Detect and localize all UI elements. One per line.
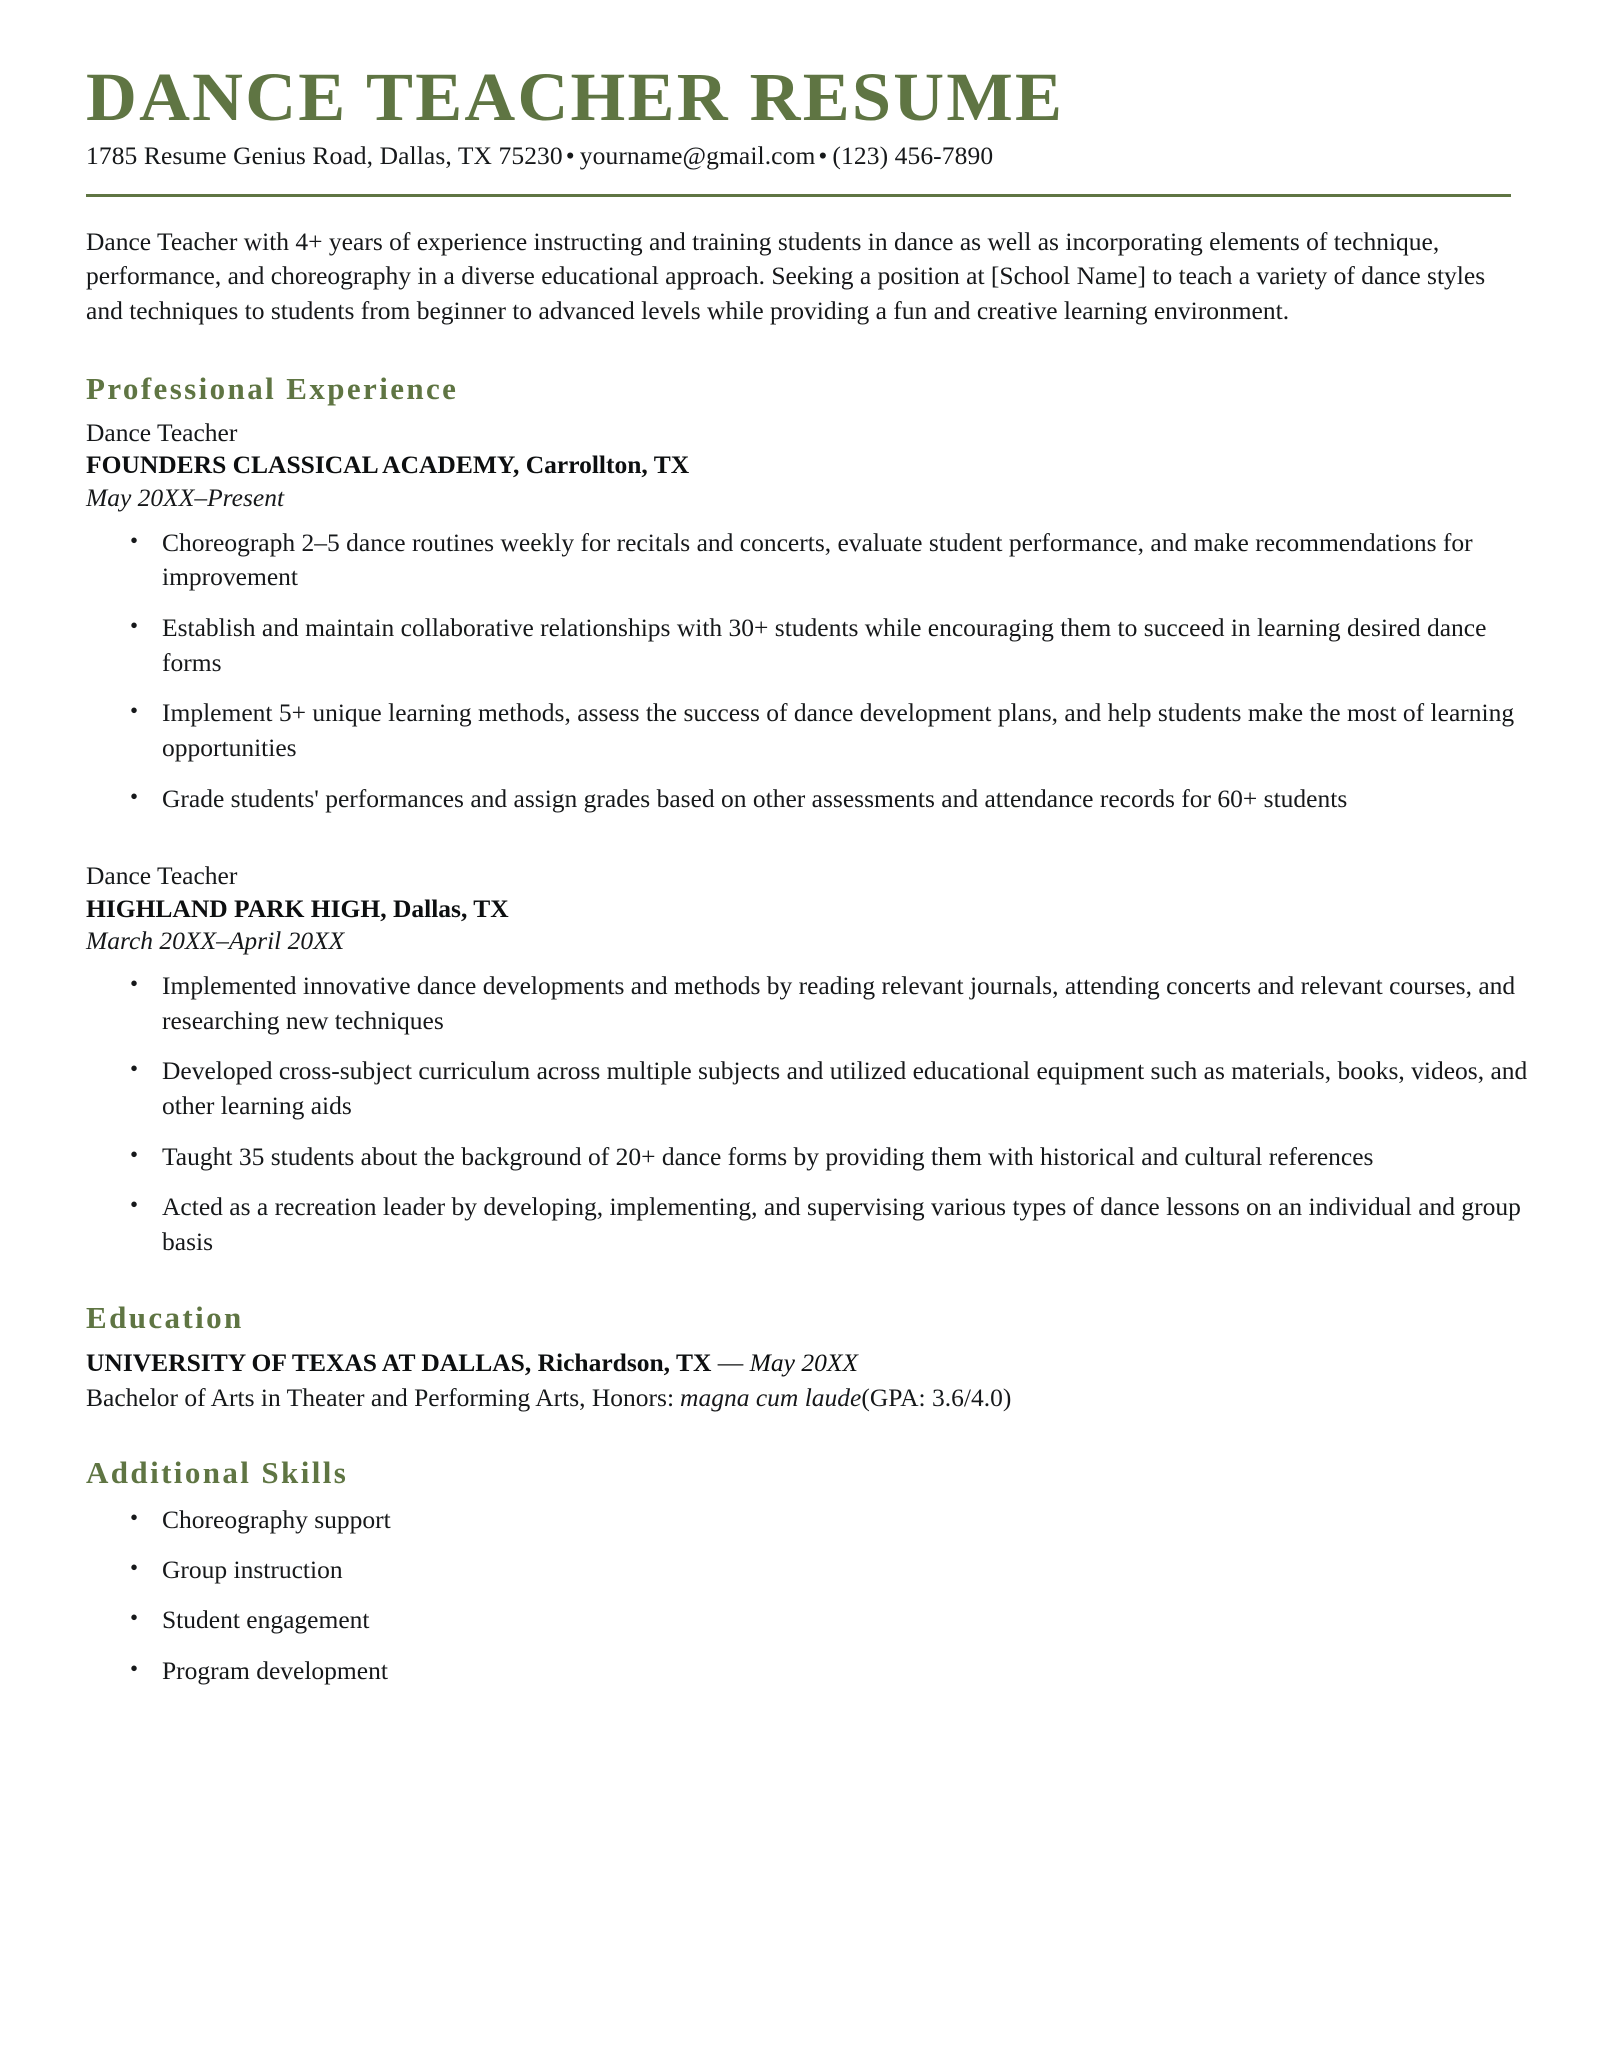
education-degree-line [86, 1381, 1528, 1415]
job-employer: HIGHLAND PARK HIGH, Dallas, TX [86, 893, 509, 923]
header-divider [86, 194, 1511, 197]
job-title: Dance Teacher [86, 417, 238, 447]
job-bullet: • Implement 5+ unique learning methods, assess the success of dance development plans, and help students make the most of learning opportunities [86, 696, 1528, 765]
education-dash: — [717, 1347, 744, 1377]
job-bullet: • Taught 35 students about the background of 20+ dance forms by providing them with historical and cultural references [86, 1140, 1528, 1175]
job-bullet: • Developed cross-subject curriculum across multiple subjects and utilized educational equipment such as materials, books, videos, and other learning aids [86, 1054, 1528, 1123]
education-date: May 20XX [749, 1347, 858, 1377]
skill-item: • Program development [86, 1654, 1528, 1687]
skill-item: • Choreography support [86, 1503, 1528, 1536]
education-degree: Bachelor of Arts in Theater and Performing Arts, Honors: [86, 1383, 675, 1413]
education-school-line [86, 1346, 1528, 1380]
contact-address: 1785 Resume Genius Road, Dallas, TX 75230 [86, 140, 563, 170]
contact-email[interactable]: yourname@gmail.com [579, 140, 816, 170]
contact-separator-2: • [818, 140, 828, 170]
skill-item: • Student engagement [86, 1603, 1528, 1636]
job-bullet-list [86, 526, 1528, 817]
job-bullet: • Grade students' performances and assign grades based on other assessments and attendance records for 60+ students [86, 782, 1528, 817]
section-heading-education: Education [86, 1299, 244, 1335]
page-title: DANCE TEACHER RESUME [86, 59, 1065, 135]
section-heading-experience: Professional Experience [86, 370, 459, 406]
contact-phone[interactable]: (123) 456-7890 [832, 140, 994, 170]
education-entry [86, 1346, 1528, 1415]
experience-entry [86, 860, 1528, 1260]
job-bullet: • Choreograph 2–5 dance routines weekly for recitals and concerts, evaluate student performance, and make recommendations for improvement [86, 526, 1528, 595]
skill-item: • Group instruction [86, 1553, 1528, 1586]
job-bullet-list [86, 969, 1528, 1260]
summary-paragraph: Dance Teacher with 4+ years of experience instructing and training students in dance as well as incorporating elements of technique, performance, and choreography in a diverse educational approach. Seeking a position at [School Name] to teach a variety of dance styles and techniques to students from beginner to advanced levels while providing a fun and creative learning environment. [86, 226, 1486, 325]
education-honors: magna cum laude [680, 1383, 862, 1413]
experience-entry [86, 417, 1528, 817]
contact-separator-1: • [565, 140, 575, 170]
contact-line [86, 140, 1528, 172]
education-gpa: (GPA: 3.6/4.0) [861, 1383, 1012, 1413]
education-school: UNIVERSITY OF TEXAS AT DALLAS, Richardson, TX [86, 1347, 712, 1377]
job-dates: March 20XX–April 20XX [86, 926, 345, 956]
section-heading-skills: Additional Skills [86, 1455, 349, 1491]
job-dates: May 20XX–Present [86, 482, 285, 512]
skills-list [86, 1503, 1528, 1687]
job-title: Dance Teacher [86, 861, 238, 891]
job-employer: FOUNDERS CLASSICAL ACADEMY, Carrollton, TX [86, 450, 690, 480]
job-bullet: • Implemented innovative dance developments and methods by reading relevant journals, attending concerts and relevant courses, and researching new techniques [86, 969, 1528, 1038]
job-bullet: • Acted as a recreation leader by developing, implementing, and supervising various types of dance lessons on an individual and group basis [86, 1190, 1528, 1259]
job-bullet: • Establish and maintain collaborative relationships with 30+ students while encouraging them to succeed in learning desired dance forms [86, 611, 1528, 680]
